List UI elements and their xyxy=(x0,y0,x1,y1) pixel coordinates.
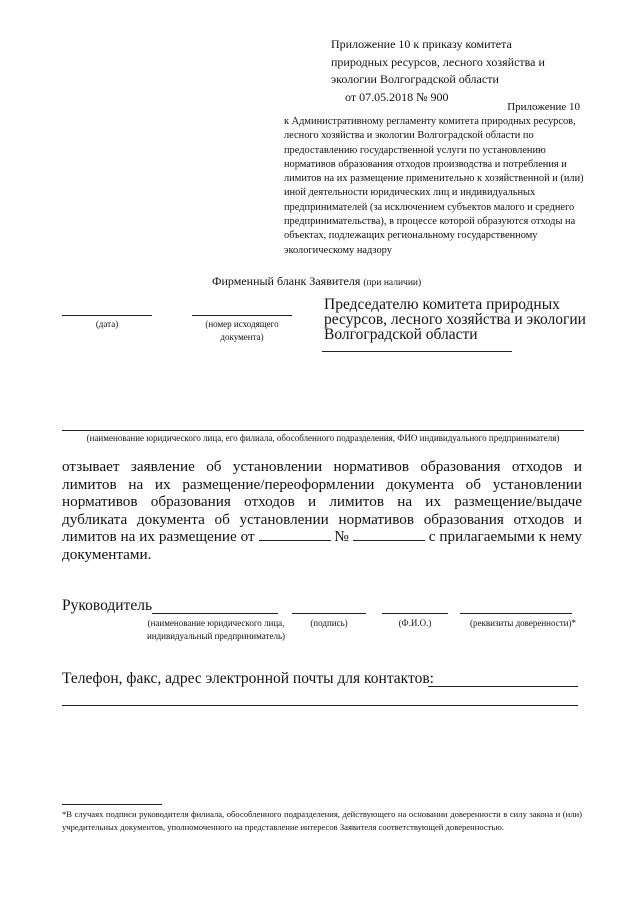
fio-caption: (Ф.И.О.) xyxy=(398,618,432,628)
applicant-caption: (наименование юридического лица, его филиала, обособленного подразделения, ФИО индивидуального предпринимателя) xyxy=(86,433,560,443)
footnote: *В случаях подписи руководителя филиала, обособленного подразделения, действующего на основании доверенности в силу закона и (или) учредительных документов, уполномоченного на представление интересов Заявителя соответствующей доверенностью. xyxy=(62,809,582,832)
annex-order-line: природных ресурсов, лесного хозяйства и xyxy=(331,54,545,69)
annex-order-line: Приложение 10 к приказу комитета xyxy=(331,37,512,51)
head-label: Руководитель xyxy=(62,597,153,614)
letterhead-title: Фирменный бланк Заявителя xyxy=(212,274,361,288)
requisites-line xyxy=(460,613,572,614)
letterhead-label xyxy=(212,274,421,289)
signature-line xyxy=(292,613,366,614)
annex-order-date: от 07.05.2018 № 900 xyxy=(345,89,449,104)
requisites-caption: (реквизиты доверенности)* xyxy=(470,618,576,628)
contacts-label: Телефон, факс, адрес электронной почты для контактов: xyxy=(62,670,434,687)
date-field-line xyxy=(62,315,152,316)
date-caption: (дата) xyxy=(95,319,119,329)
footnote-separator xyxy=(62,804,162,805)
addressee-underline xyxy=(322,351,512,352)
addressee: Председателю комитета природных ресурсов, лесного хозяйства и экологии Волгоградской области xyxy=(324,296,586,343)
signature-caption: (подпись) xyxy=(310,618,348,628)
outgoing-number-field-line xyxy=(192,315,292,316)
annex-regulation-title: Приложение 10 xyxy=(507,101,580,113)
statement-text-part1: отзывает заявление об установлении нормативов образования отходов и лимитов на их размещение/переоформлении документа об установлении нормативов образования отходов и лимитов на их размещение/выдаче дубликата документа об установлении нормативов образования отходов и лимитов на их размещение от xyxy=(62,458,582,546)
head-name-caption: (наименование юридического лица, индивидуальный предприниматель) xyxy=(146,618,286,641)
outgoing-number-caption: (номер исходящего документа) xyxy=(205,319,279,342)
number-sign: № xyxy=(334,528,349,546)
annex-regulation-text: к Административному регламенту комитета природных ресурсов, лесного хозяйства и экологии Волгоградской области по предоставлению государственной услуги по установлению нормативов образования отходов производства и потребления и лимитов на их размещение применительно к хозяйственной и (или) иной деятельности юридических лиц и индивидуальных предпринимателей (за исключением субъектов малого и среднего предпринимательства), в процессе которой образуются отходы на объектах, подлежащих региональному государственному экологическому надзору xyxy=(284,116,584,256)
fio-line xyxy=(382,613,448,614)
letterhead-note: (при наличии) xyxy=(363,278,422,288)
annex-order-line: экологии Волгоградской области xyxy=(331,72,499,86)
contacts-field-line xyxy=(428,686,578,687)
withdrawal-statement xyxy=(62,458,582,564)
annex-order-header xyxy=(331,36,571,106)
contacts-second-line xyxy=(62,705,578,706)
applicant-field-line xyxy=(62,430,584,431)
statement-text-part2: с прилагаемыми к нему документами. xyxy=(62,528,582,563)
statement-number-blank xyxy=(353,528,425,541)
head-name-line xyxy=(152,613,278,614)
statement-date-blank xyxy=(259,528,331,541)
